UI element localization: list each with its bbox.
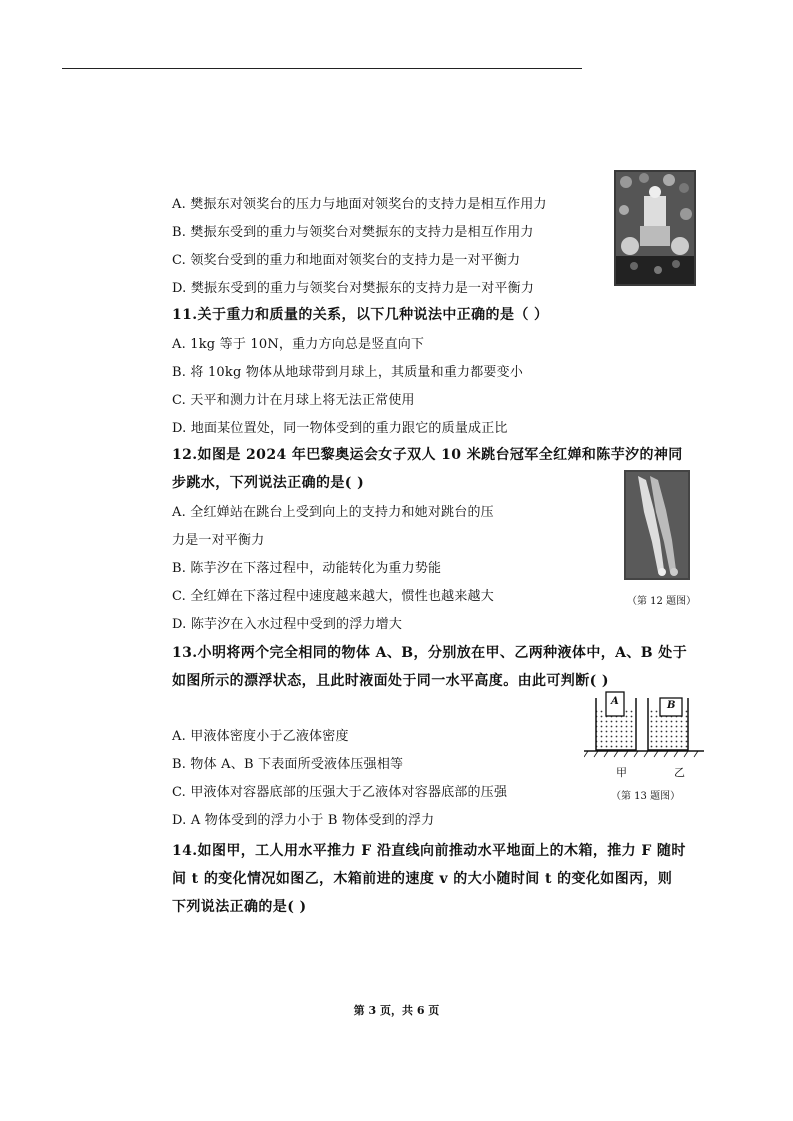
q12-option-a: A. 全红婵站在跳台上受到向上的支持力和她对跳台的压 — [172, 505, 494, 520]
q10-option-b: B. 樊振东受到的重力与领奖台对樊振东的支持力是相互作用力 — [172, 225, 534, 240]
q14-stem-line1: 14.如图甲，工人用水平推力 F 沿直线向前推动水平地面上的木箱，推力 F 随时 — [172, 843, 686, 859]
q10-option-c: C. 领奖台受到的重力和地面对领奖台的支持力是一对平衡力 — [172, 253, 521, 268]
q13-option-b: B. 物体 A、B 下表面所受液体压强相等 — [172, 757, 404, 772]
q13-containers-figure — [584, 684, 704, 758]
page-footer: 第 3 页，共 6 页 — [353, 1004, 440, 1017]
q12-option-d: D. 陈芋汐在入水过程中受到的浮力增大 — [172, 617, 403, 632]
q11-option-d: D. 地面某位置处，同一物体受到的重力跟它的质量成正比 — [172, 421, 508, 436]
header-rule — [62, 68, 582, 69]
q12-stem-line1: 12.如图是 2024 年巴黎奥运会女子双人 10 米跳台冠军全红婵和陈芋汐的神同 — [172, 447, 683, 463]
q12-option-c: C. 全红婵在下落过程中速度越来越大，惯性也越来越大 — [172, 589, 494, 604]
q10-option-a: A. 樊振东对领奖台的压力与地面对领奖台的支持力是相互作用力 — [172, 197, 547, 212]
q13-label-b: B — [667, 700, 676, 711]
q13-label-yi: 乙 — [674, 766, 685, 779]
q11-option-c: C. 天平和测力计在月球上将无法正常使用 — [172, 393, 415, 408]
q10-option-d: D. 樊振东受到的重力与领奖台对樊振东的支持力是一对平衡力 — [172, 281, 535, 296]
q14-stem-line3: 下列说法正确的是( ) — [172, 899, 307, 915]
q14-stem-line2: 间 t 的变化情况如图乙，木箱前进的速度 v 的大小随时间 t 的变化如图丙，则 — [172, 871, 673, 887]
q13-option-c: C. 甲液体对容器底部的压强大于乙液体对容器底部的压强 — [172, 785, 508, 800]
q13-stem-line1: 13.小明将两个完全相同的物体 A、B，分别放在甲、乙两种液体中，A、B 处于 — [172, 645, 688, 661]
q12-option-a-cont: 力是一对平衡力 — [172, 533, 265, 548]
q13-option-a: A. 甲液体密度小于乙液体密度 — [172, 729, 349, 744]
q12-diving-photo — [624, 470, 690, 580]
q12-figure-caption: （第 12 题图） — [627, 596, 697, 607]
q13-option-d: D. A 物体受到的浮力小于 B 物体受到的浮力 — [172, 813, 435, 828]
q13-label-jia: 甲 — [616, 766, 627, 779]
q11-option-b: B. 将 10kg 物体从地球带到月球上，其质量和重力都要变小 — [172, 365, 524, 380]
q12-stem-line2: 步跳水，下列说法正确的是( ) — [172, 475, 365, 491]
q13-label-a: A — [611, 696, 619, 707]
q12-option-b: B. 陈芋汐在下落过程中，动能转化为重力势能 — [172, 561, 442, 576]
q13-stem-line2: 如图所示的漂浮状态，且此时液面处于同一水平高度。由此可判断( ) — [172, 673, 609, 689]
q10-podium-photo — [614, 170, 696, 286]
q11-option-a: A. 1kg 等于 10N，重力方向总是竖直向下 — [172, 337, 425, 352]
q11-stem: 11.关于重力和质量的关系，以下几种说法中正确的是（ ） — [172, 307, 549, 323]
q13-figure-caption: （第 13 题图） — [611, 791, 681, 802]
